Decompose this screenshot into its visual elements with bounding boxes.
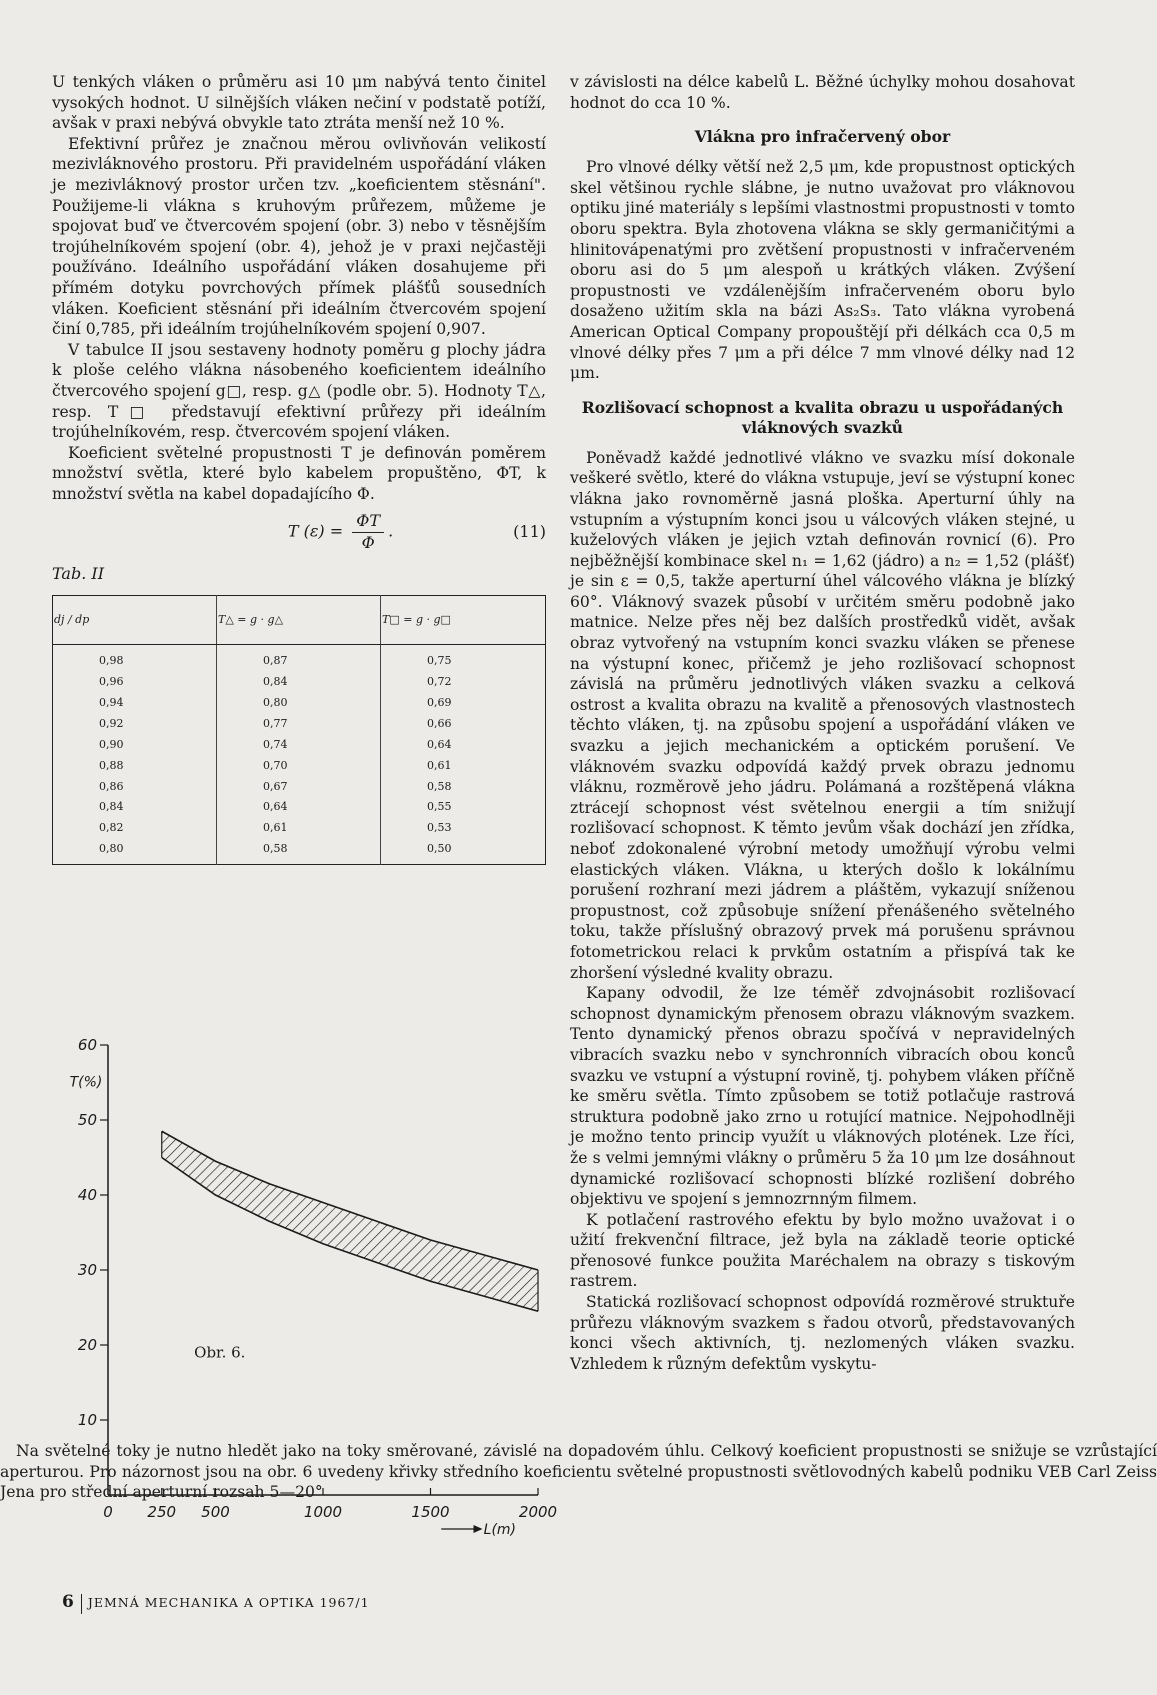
equation-fraction [352,511,384,553]
table-cell: 0,67 [217,776,381,797]
table-row [53,756,546,777]
y-tick-label: 30 [77,1261,97,1279]
x-axis-arrowhead [474,1525,483,1533]
y-tick-label: 50 [77,1111,97,1129]
table-header: T△ = g · g△ [217,596,381,645]
table-cell: 0,92 [53,714,217,735]
table-cell: 0,75 [427,654,452,668]
equation-denominator: Φ [361,532,375,552]
table-cell: 0,80 [217,693,381,714]
page-number: 6 [62,1592,75,1612]
table-cell: 0,77 [217,714,381,735]
table-cell: 0,88 [53,756,217,777]
equation-numerator: ΦT [352,511,384,533]
table-cell: 0,72 [427,675,452,689]
table-body [53,645,546,865]
y-tick-label: 40 [77,1186,97,1204]
table-row [53,776,546,797]
table-cell: 0,61 [217,818,381,839]
footer-divider [81,1594,82,1614]
paragraph: U tenkých vláken o průměru asi 10 μm nabývá tento činitel vysokých hodnot. U silnějších vláken nečiní v podstatě potíží, avšak v praxi nebývá obvykle tato ztráta menší než 10 %. [52,73,546,133]
equation-number: (11) [513,522,546,542]
table-row [53,818,546,839]
table-cell: 0,55 [427,800,452,814]
table-row [53,714,546,735]
table-label: Tab. II [52,564,105,584]
data-table [52,595,546,865]
table-cell: 0,98 [53,645,217,672]
page-footer [62,1592,370,1614]
table-row [53,645,546,672]
x-tick-label: 1000 [303,1503,343,1521]
section-heading: Rozlišovací schopnost a kvalita obrazu u uspořádaných vláknových svazků [581,397,1064,437]
paragraph: Kapany odvodil, že lze téměř zdvojnásobit rozlišovací schopnost dynamickým přenosem obrazu vláknovým svazkem. Tento dynamický přenos obrazu spočívá v nepravidelných vibracích svazku nebo v synchronních vibracích obou konců svazku ve vstupní a výstupní rovině, tj. pohybem vláken příčně ke směru světla. Tímto způsobem se totiž potlačuje rastrová struktura podobně jako zrno u rotující matnice. Nejpohodlněji je možno tento princip využít u vláknových plotének. Lze říci, že s velmi jemnými vlákny o průměru 5 ža 10 μm lze dosáhnout dynamické rozlišovací schopnosti blízké rozlišení dobrého objektivu ve spojení s jemnozrnným filmem. [570,984,1075,1209]
table-cell: 0,69 [427,695,452,709]
left-column-bottom [0,1441,1157,1503]
table-cell: 0,64 [217,797,381,818]
equation-expression [288,511,393,553]
table-cell: 0,82 [53,818,217,839]
table-row [53,693,546,714]
table-cell: 0,94 [53,693,217,714]
x-tick-label: 500 [201,1503,230,1521]
x-tick-label: 1500 [411,1503,450,1521]
table-cell: 0,74 [217,735,381,756]
section-heading: Vlákna pro infračervený obor [694,127,951,147]
paragraph: Koeficient světelné propustnosti T je definován poměrem množství světla, které bylo kabelem propuštěno, ΦT, k množství světla na kabel dopadajícího Φ. [52,443,546,503]
paragraph: Statická rozlišovací schopnost odpovídá rozměrové struktuře průřezu vláknovým svazkem s řadou otvorů, představovaných konci všech aktivních, tj. nezlomených vláken svazku. Vzhledem k různým defektům vyskytu- [570,1293,1075,1373]
table-cell: 0,58 [427,779,452,793]
table-cell: 0,61 [427,758,452,772]
x-tick-label: 0 [103,1503,113,1521]
left-column [52,72,546,865]
equation-tail: . [388,521,394,541]
table-cell: 0,66 [427,716,452,730]
table-cell: 0,64 [427,737,452,751]
table-row [53,839,546,864]
paragraph: Poněvadž každé jednotlivé vlákno ve svazku mísí dokonale veškeré světlo, které do vlákna vstupuje, jeví se výstupní konec vlákna jako rovnoměrně jasná ploška. Aperturní úhly na vstupním a výstupním konci jsou u válcových vláken stejné, u kuželových vláken je jejich vztah definován rovnicí (6). Pro nejběžnější kombinace skel n₁ = 1,62 (jádro) a n₂ = 1,52 (plášť) je sin ε = 0,5, takže aperturní úhel válcového vlákna je blízký 60°. Vláknový svazek působí v určitém směru podobně jako matnice. Nelze přes něj bez dalších prostředků vidět, avšak obraz vytvořený na vstupním konci svazku vláken se přenese na výstupní konec, přičemž je jeho rozlišovací schopnost závislá na průměru jednotlivých vláken svazku a celková ostrost a kvalita obrazu na kvalitě a přenosových vlastnostech těchto vláken, tj. na způsobu spojení a uspořádání vláken ve svazku a jejich mechanickém a optickém porušení. Ve vláknovém svazku odpovídá každý prvek obrazu jednomu vláknu, rozměrově jeho jádru. Polámaná a rozštěpená vlákna ztrácejí schopnost vést světelnou energii a tím snižují rozlišovací schopnost. K těmto jevům však dochází jen zřídka, neboť zdokonalené výrobní metody umožňují výrobu velmi elastických vláken. Vlákna, u kterých došlo k lokálnímu porušení rozhraní mezi jádrem a pláštěm, vykazují sníženou propustnost, což způsobuje snížení přenášeného světelného toku, takže příslušný obrazový prvek má porušenu správnou fotometrickou relaci k prvkům ostatním a přispívá tak ke zhoršení výsledné kvality obrazu. [570,448,1075,982]
table-cell: 0,87 [217,645,381,672]
transmission-band [162,1131,538,1311]
table-header-row [53,596,546,645]
paragraph: Na světelné toky je nutno hledět jako na toky směrované, závislé na dopadovém úhlu. Celkový koeficient propustnosti se snižuje se vzrůstající aperturou. Pro názornost jsou na obr. 6 uvedeny křivky středního koeficientu světelné propustnosti světlovodných kabelů podniku VEB Carl Zeiss Jena pro střední aperturní rozsah 5—20° [0,1442,1157,1502]
table-cell: 0,70 [217,756,381,777]
paragraph: Efektivní průřez je značnou měrou ovlivňován velikostí mezivláknového prostoru. Při pravidelném uspořádání vláken je mezivláknový prostor určen tzv. „koeficientem stěsnání". Použijeme-li vlákna s kruhovým průřezem, můžeme je spojovat buď ve čtvercovém spojení (obr. 3) nebo v těsnějším trojúhelníkovém spojení (obr. 4), jehož je v praxi nejčastěji používáno. Ideálního uspořádání vláken dosahujeme při přímém dotyku povrchových přímek plášťů sousedních vláken. Koeficient stěsnání při ideálním čtvercovém spojení činí 0,785, při ideálním trojúhelníkovém spojení 0,907. [52,134,546,339]
table-cell: 0,86 [53,776,217,797]
y-tick-label: 20 [77,1336,97,1354]
table-cell: 0,96 [53,672,217,693]
x-tick-label: 250 [147,1503,177,1521]
table-cell: 0,90 [53,735,217,756]
table-header: T□ = g · g□ [381,596,546,645]
table-cell: 0,84 [217,672,381,693]
paragraph: Pro vlnové délky větší než 2,5 μm, kde propustnost optických skel většinou rychle slábne, je nutno uvažovat pro vláknovou optiku jiné materiály s lepšími vlastnostmi propustnosti v tomto oboru spektra. Byla zhotovena vlákna se skly germaničitými a hlinitovápenatými pro zvětšení propustnosti v infračerveném oboru asi do 5 μm alespoň u krátkých vláken. Zvýšení propustnosti ve vzdálenějším infračerveném oboru bylo dosaženo užitím skla na bázi As₂S₃. Tato vlákna vyrobená American Optical Company propouštějí při délkách cca 0,5 m vlnové délky přes 7 μm a při délce 7 mm vlnové délky nad 12 μm. [570,158,1075,383]
paragraph: v závislosti na délce kabelů L. Běžné úchylky mohou dosahovat hodnot do cca 10 %. [570,73,1075,112]
y-tick-label: 10 [77,1411,97,1429]
table-cell: 0,80 [53,839,217,864]
right-column [570,72,1075,1374]
table-row [53,797,546,818]
paragraph: V tabulce II jsou sestaveny hodnoty poměru g plochy jádra k ploše celého vlákna násobeného koeficientem ideálního čtvercového spojení g□, resp. g△ (podle obr. 5). Hodnoty T△, resp. T□ představují efektivní průřezy při ideálním trojúhelníkovém, resp. čtvercovém spojení vláken. [52,340,546,442]
y-tick-label: 60 [77,1036,97,1054]
equation-11 [52,506,546,558]
table-cell: 0,53 [427,821,452,835]
table-cell: 0,84 [53,797,217,818]
x-tick-label: 2000 [518,1503,558,1521]
paragraph: K potlačení rastrového efektu by bylo možno uvažovat i o užití frekvenční filtrace, jež byla na základě teorie optické přenosové funkce použita Maréchalem na obrazy s tiskovým rastrem. [570,1210,1075,1291]
y-axis-label: T(%) [69,1074,103,1091]
equation-lhs: T (ε) = [287,521,344,541]
journal-name: JEMNÁ MECHANIKA A OPTIKA 1967/1 [87,1595,370,1610]
table-cell: 0,58 [217,839,381,864]
table-cell: 0,50 [427,842,452,856]
table-header: dj / dp [53,596,217,645]
table-row [53,735,546,756]
table-row [53,672,546,693]
figure-caption: Obr. 6. [194,1343,246,1362]
x-axis-label: L(m) [483,1522,517,1538]
